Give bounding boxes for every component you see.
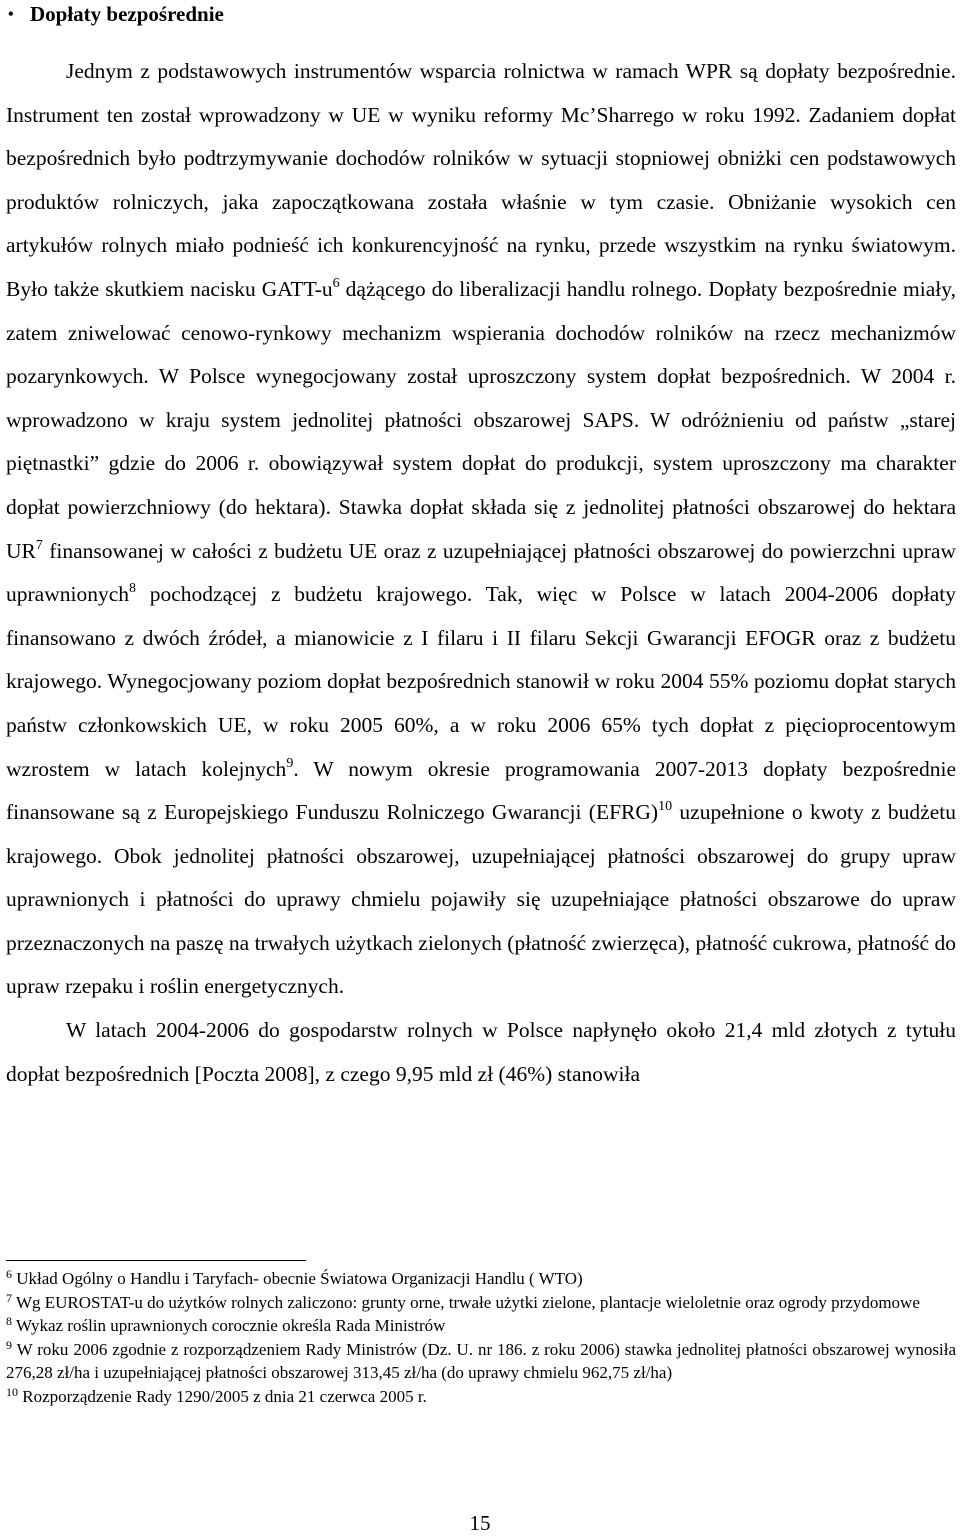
footnote-text: W roku 2006 zgodnie z rozporządzeniem Rady Ministrów (Dz. U. nr 186. z roku 2006) stawka jednolitej płatności obszarowej wynosiła 276,28 zł/ha i uzupełniającej płatności obszarowej 313,45 zł/ha (do uprawy chmielu 962,75 zł/ha) [6,1339,956,1383]
paragraph [6,50,956,1009]
footnote [6,1385,956,1409]
text-run: W latach 2004-2006 do gospodarstw rolnych w Polsce napłynęło około 21,4 mld złotych z tytułu dopłat bezpośrednich [Poczta 2008], z czego 9,95 mld zł (46%) stanowiła [6,1018,956,1086]
footnote-text: Układ Ogólny o Handlu i Taryfach- obecnie Światowa Organizacji Handlu ( WTO) [12,1269,583,1288]
bullet-icon: • [8,6,14,23]
text-run: finansowanej w całości z budżetu UE oraz z uzupełniającej płatności obszarowej do powierzchni upraw uprawnionych [6,538,956,607]
heading-text: Dopłaty bezpośrednie [30,2,224,26]
footnote [6,1291,956,1315]
text-run: dążącego do liberalizacji handlu rolnego. Dopłaty bezpośrednie miały, zatem zniwelować cenowo-rynkowy mechanizm wspierania dochodów rolników na rzecz mechanizmów pozarynkowych. W Polsce wynegocjowany został uproszczony system dopłat bezpośrednich. W 2004 r. wprowadzono w kraju system jednolitej płatności obszarowej SAPS. W odróżnieniu od państw „starej piętnastki” gdzie do 2006 r. obowiązywał system dopłat do produkcji, system uproszczony ma charakter dopłat powierzchniowy (do hektara). Stawka dopłat składa się z jednolitej płatności obszarowej do hektara UR [6,276,956,563]
footnote-ref: 7 [35,537,43,553]
footnote-text: Wg EUROSTAT-u do użytków rolnych zaliczono: grunty orne, trwałe użytki zielone, plantacje wieloletnie oraz ogrody przydomowe [12,1292,920,1312]
footnote-ref: 10 [658,799,673,815]
page-number: 15 [469,1511,491,1535]
body-text [6,50,956,1096]
footnote-text: Wykaz roślin uprawnionych corocznie określa Rada Ministrów [12,1316,446,1336]
footnote-ref: 9 [286,755,294,771]
footnote-separator [6,1260,306,1261]
text-run: Jednym z podstawowych instrumentów wsparcia rolnictwa w ramach WPR są dopłaty bezpośrednie. Instrument ten został wprowadzony w UE w wyniku reformy Mc’Sharrego w roku 1992. Zadaniem dopłat bezpośrednich było podtrzymywanie dochodów rolników w sytuacji stopniowej obniżki cen podstawowych produktów rolniczych, jaka zapoczątkowana została właśnie w tym czasie. Obniżanie wysokich cen artykułów rolnych miało podnieść ich konkurencyjność na rynku, przede wszystkim na rynku światowym. Było także skutkiem nacisku GATT-u [6,59,956,301]
footnote [6,1267,956,1291]
footnotes [6,1267,956,1409]
footnote-number: 6 [6,1267,12,1281]
footnote [6,1314,956,1338]
text-run: pochodzącej z budżetu krajowego. Tak, więc w Polsce w latach 2004-2006 dopłaty finansowano z dwóch źródeł, a mianowicie z I filaru i II filaru Sekcji Gwarancji EFOGR oraz z budżetu krajowego. Wynegocjowany poziom dopłat bezpośrednich stanowił w roku 2004 55% poziomu dopłat starych państw członkowskich UE, w roku 2005 60%, a w roku 2006 65% tych dopłat z pięcioprocentowym wzrostem w latach kolejnych [6,582,956,781]
footnote [6,1338,956,1385]
footnote-ref: 8 [129,581,136,597]
text-run: uzupełnione o kwoty z budżetu krajowego. Obok jednolitej płatności obszarowej, uzupełniającej płatności obszarowej do grupy upraw uprawnionych i płatności do uprawy chmielu pojawiły się uzupełniające płatności obszarowe do upraw przeznaczonych na paszę na trwałych użytkach zielonych (płatność zwierzęca), płatność cukrowa, płatność do upraw rzepaku i roślin energetycznych. [6,800,956,999]
footnote-ref: 6 [332,275,340,291]
section-heading [8,0,224,29]
paragraph [6,1009,956,1096]
footnote-text: Rozporządzenie Rady 1290/2005 z dnia 21 czerwca 2005 r. [18,1386,427,1406]
footnote-number: 7 [6,1290,12,1305]
text-run: . W nowym okresie programowania 2007-2013 dopłaty bezpośrednie finansowane są z Europejskiego Funduszu Rolniczego Gwarancji (EFRG) [6,756,956,825]
footnote-number: 8 [6,1314,12,1329]
footnote-number: 10 [6,1384,18,1399]
footnote-number: 9 [6,1337,12,1352]
